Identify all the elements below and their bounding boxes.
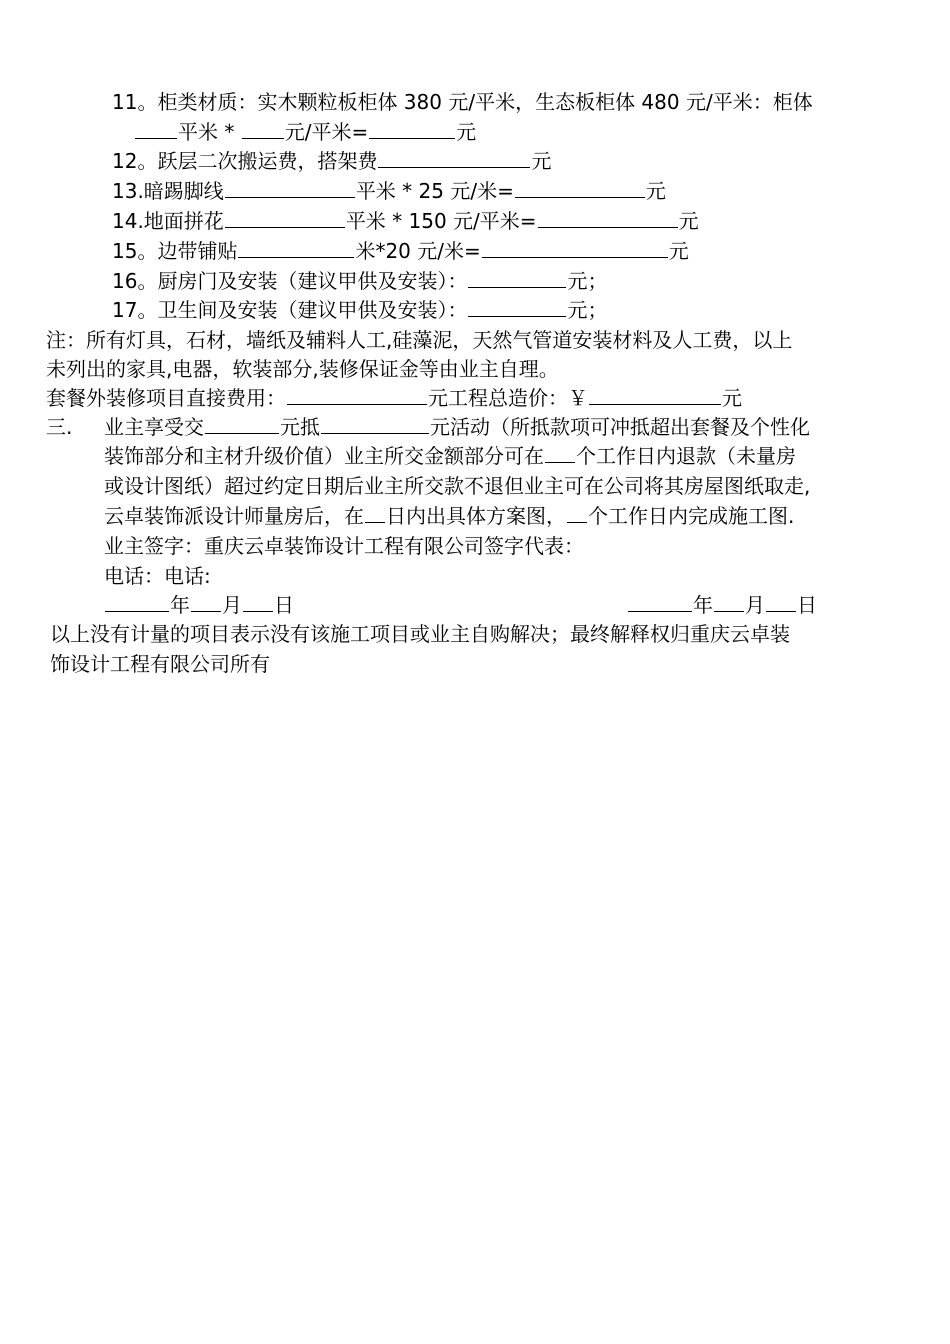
day-label: 日: [274, 593, 294, 617]
unit-text: 元: [456, 120, 477, 144]
section-3-line-3: [104, 472, 810, 501]
unit-text: 元: [722, 386, 742, 410]
section-3-line-1: [104, 413, 810, 442]
blank-field[interactable]: [225, 177, 355, 198]
section-number: 三.: [46, 415, 73, 439]
phone-label: 电话：电话:: [104, 564, 211, 588]
item-11-text: 11。柜类材质：实木颗粒板柜体 380 元/平米，生态板柜体 480 元/平米：柜体: [112, 90, 813, 114]
day-field[interactable]: [766, 591, 796, 612]
blank-field[interactable]: [225, 207, 345, 228]
blank-field[interactable]: [538, 207, 678, 228]
blank-field[interactable]: [321, 413, 429, 434]
month-label: 月: [745, 593, 765, 617]
date-line-right: [627, 591, 817, 620]
note-line-1: [46, 326, 792, 355]
extra-cost-line: [46, 384, 742, 413]
note-text: 注：所有灯具，石材，墙纸及辅料人工,硅藻泥，天然气管道安装材料及人工费，以上: [46, 328, 793, 352]
section-3-number: [46, 413, 72, 442]
item-16: [112, 267, 607, 296]
note-line-2: [46, 355, 559, 384]
blank-field[interactable]: [567, 502, 587, 523]
day-field[interactable]: [243, 591, 273, 612]
item-12-text: 12。跃层二次搬运费，搭架费: [112, 149, 378, 173]
month-field[interactable]: [191, 591, 221, 612]
unit-text: 元: [645, 179, 666, 203]
item-12: [112, 147, 551, 176]
footer-line-2: [50, 650, 270, 679]
unit-text: 平米 *: [178, 120, 235, 144]
blank-field[interactable]: [468, 267, 566, 288]
unit-text: 元: [531, 149, 552, 173]
unit-text: 元: [678, 209, 699, 233]
blank-field[interactable]: [242, 118, 284, 139]
unit-text: 元；: [567, 269, 608, 293]
footer-text: 饰设计工程有限公司所有: [50, 652, 270, 676]
blank-field[interactable]: [589, 384, 721, 405]
blank-field[interactable]: [468, 296, 566, 317]
month-label: 月: [222, 593, 242, 617]
section-text: 业主享受交: [104, 415, 204, 439]
item-11-line1: [112, 88, 813, 117]
unit-text: 米*20 元/米=: [355, 239, 481, 263]
unit-text: 平米 * 25 元/米=: [355, 179, 514, 203]
year-field[interactable]: [628, 591, 692, 612]
blank-field[interactable]: [545, 442, 575, 463]
phone-line: [104, 562, 211, 591]
item-14: [112, 207, 699, 236]
footer-text: 以上没有计量的项目表示没有该施工项目或业主自购解决；最终解释权归重庆云卓装: [50, 622, 790, 646]
item-14-text: 14.地面拼花: [112, 209, 224, 233]
footer-line-1: [50, 620, 790, 649]
section-text: 元活动（所抵款项可冲抵超出套餐及个性化: [430, 415, 810, 439]
year-label: 年: [170, 593, 190, 617]
item-16-text: 16。厨房门及安装（建议甲供及安装）：: [112, 269, 468, 293]
month-field[interactable]: [714, 591, 744, 612]
unit-text: 元: [668, 239, 689, 263]
blank-field[interactable]: [205, 413, 279, 434]
year-field[interactable]: [105, 591, 169, 612]
item-17: [112, 296, 607, 325]
total-cost-label: 元工程总造价：￥: [428, 386, 588, 410]
item-13-text: 13.暗踢脚线: [112, 179, 224, 203]
blank-field[interactable]: [378, 147, 530, 168]
item-15: [112, 237, 689, 266]
blank-field[interactable]: [482, 237, 668, 258]
unit-text: 平米 * 150 元/平米=: [345, 209, 537, 233]
item-11-line2: [134, 118, 476, 147]
section-text: 日内出具体方案图，: [386, 504, 566, 528]
item-17-text: 17。卫生间及安装（建议甲供及安装）：: [112, 298, 468, 322]
section-text: 元抵: [280, 415, 320, 439]
blank-field[interactable]: [369, 118, 455, 139]
section-text: 装饰部分和主材升级价值）业主所交金额部分可在: [104, 444, 544, 468]
blank-field[interactable]: [135, 118, 177, 139]
blank-field[interactable]: [365, 502, 385, 523]
unit-text: 元/平米=: [284, 120, 369, 144]
signature-line: [104, 532, 584, 561]
day-label: 日: [797, 593, 817, 617]
extra-cost-label: 套餐外装修项目直接费用：: [46, 386, 286, 410]
unit-text: 元；: [567, 298, 608, 322]
item-15-text: 15。边带铺贴: [112, 239, 238, 263]
section-text: 个工作日内完成施工图.: [588, 504, 795, 528]
section-3-line-2: [104, 442, 796, 471]
note-text: 未列出的家具,电器，软装部分,装修保证金等由业主自理。: [46, 357, 559, 381]
date-line-left: [104, 591, 294, 620]
section-text: 或设计图纸）超过约定日期后业主所交款不退但业主可在公司将其房屋图纸取走,: [104, 474, 811, 498]
blank-field[interactable]: [287, 384, 427, 405]
section-3-line-4: [104, 502, 794, 531]
year-label: 年: [693, 593, 713, 617]
blank-field[interactable]: [515, 177, 645, 198]
blank-field[interactable]: [238, 237, 354, 258]
section-text: 个工作日内退款（未量房: [576, 444, 796, 468]
item-13: [112, 177, 666, 206]
signature-label: 业主签字：重庆云卓装饰设计工程有限公司签字代表：: [104, 534, 584, 558]
section-text: 云卓装饰派设计师量房后，在: [104, 504, 364, 528]
